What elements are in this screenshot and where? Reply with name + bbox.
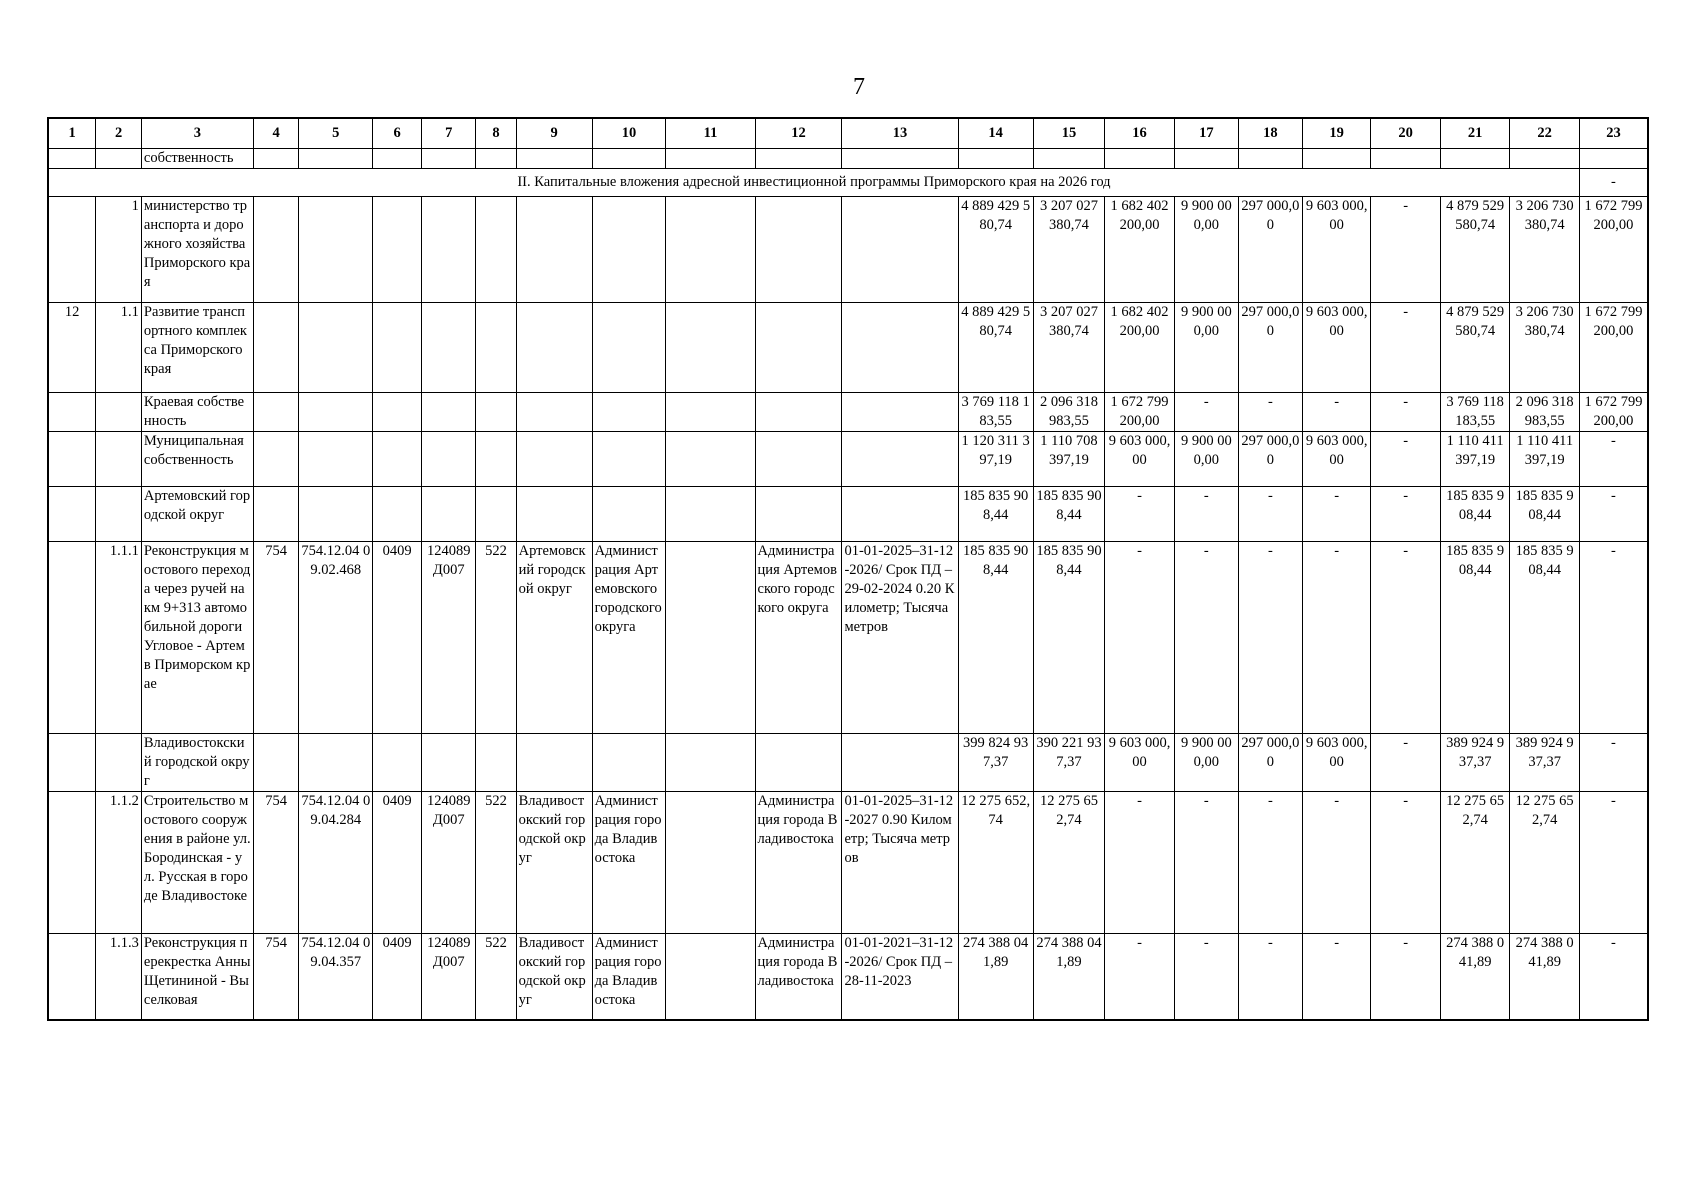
cell-c22: 185 835 908,44	[1510, 487, 1580, 542]
cell-c16: -	[1105, 792, 1175, 934]
section-c23: -	[1579, 169, 1648, 197]
cell-c10: Администрация Артемовского городского округа	[592, 542, 666, 734]
cell-c12	[755, 303, 842, 393]
cell-c2	[96, 734, 142, 792]
cell-c4	[253, 393, 299, 432]
cell-c17: 9 900 000,00	[1174, 197, 1238, 303]
cell-c23: 1 672 799 200,00	[1579, 303, 1648, 393]
cell-c22: 1 110 411 397,19	[1510, 432, 1580, 487]
cell-c11	[666, 197, 755, 303]
cell-c19: 9 603 000,00	[1302, 197, 1370, 303]
cell-c22: 274 388 041,89	[1510, 934, 1580, 1020]
cell-c10: Администрация города Владивостока	[592, 934, 666, 1020]
table-row	[48, 197, 1648, 303]
table-body	[48, 118, 1648, 1020]
cell-c20: -	[1371, 303, 1441, 393]
cell-c19: 9 603 000,00	[1302, 432, 1370, 487]
cell-c16: 1 682 402 200,00	[1105, 303, 1175, 393]
cell-c18: -	[1238, 487, 1302, 542]
cell-c4	[253, 487, 299, 542]
cell-c14: 1 120 311 397,19	[958, 432, 1033, 487]
column-header-19: 19	[1302, 118, 1370, 149]
cell-c18: 297 000,00	[1238, 734, 1302, 792]
column-header-9: 9	[516, 118, 592, 149]
cell-c8	[476, 432, 516, 487]
cell-c2	[96, 432, 142, 487]
cell-c6	[373, 432, 422, 487]
column-header-1: 1	[48, 118, 96, 149]
cell-c8	[476, 487, 516, 542]
cell-c23: 1 672 799 200,00	[1579, 393, 1648, 432]
cell-c15: 185 835 908,44	[1033, 487, 1105, 542]
cell-c19: -	[1302, 487, 1370, 542]
cell-c5: 754.12.04 09.04.284	[299, 792, 373, 934]
cell-c13	[842, 393, 958, 432]
cell-c6: 0409	[373, 934, 422, 1020]
cell-c15: 1 110 708 397,19	[1033, 432, 1105, 487]
cell-c23: 1 672 799 200,00	[1579, 197, 1648, 303]
cell-c14: 185 835 908,44	[958, 487, 1033, 542]
cell-c21: 1 110 411 397,19	[1440, 432, 1510, 487]
cell-c19: 9 603 000,00	[1302, 303, 1370, 393]
cell-c16: 9 603 000,00	[1105, 734, 1175, 792]
cell-c1	[48, 197, 96, 303]
cell-c8	[476, 393, 516, 432]
cell-c21: 3 769 118 183,55	[1440, 393, 1510, 432]
investment-program-table	[47, 117, 1649, 1021]
cell-c10	[592, 303, 666, 393]
cell-c22: 3 206 730 380,74	[1510, 197, 1580, 303]
cell-c3: Развитие транспортного комплекса Приморского края	[141, 303, 253, 393]
cell-c8	[476, 734, 516, 792]
table-row-continuation	[48, 149, 1648, 169]
table-row	[48, 792, 1648, 934]
cell-c14: 274 388 041,89	[958, 934, 1033, 1020]
cell-c8	[476, 303, 516, 393]
column-header-12: 12	[755, 118, 842, 149]
cell-c17: 9 900 000,00	[1174, 303, 1238, 393]
cell-c13: 01-01-2025–31-12-2026/ Срок ПД – 29-02-2024 0.20 Километр; Тысяча метров	[842, 542, 958, 734]
cell-c17: -	[1174, 542, 1238, 734]
cell-c21: 389 924 937,37	[1440, 734, 1510, 792]
cell-c21: 4 879 529 580,74	[1440, 197, 1510, 303]
cell-c11	[666, 542, 755, 734]
cell-c12: Администрация города Владивостока	[755, 934, 842, 1020]
cell-c9	[516, 393, 592, 432]
cell-c15: 12 275 652,74	[1033, 792, 1105, 934]
cell-c5: 754.12.04 09.02.468	[299, 542, 373, 734]
cell-c13	[842, 734, 958, 792]
cell-c18: 297 000,00	[1238, 197, 1302, 303]
table-row	[48, 734, 1648, 792]
cell-c6	[373, 197, 422, 303]
column-header-15: 15	[1033, 118, 1105, 149]
cell-c5	[299, 432, 373, 487]
cell-c14: 4 889 429 580,74	[958, 303, 1033, 393]
cell-c3: Артемовский городской округ	[141, 487, 253, 542]
cell-c7	[422, 734, 476, 792]
cell-c3: Владивостокский городской округ	[141, 734, 253, 792]
cell-c10: Администрация города Владивостока	[592, 792, 666, 934]
cell-c22: 185 835 908,44	[1510, 542, 1580, 734]
column-header-20: 20	[1371, 118, 1441, 149]
cell-c15: 3 207 027 380,74	[1033, 303, 1105, 393]
cell-c3: Краевая собственность	[141, 393, 253, 432]
cell-c11	[666, 303, 755, 393]
cell-c7	[422, 393, 476, 432]
cell-c3: Строительство мостового сооружения в районе ул. Бородинская - ул. Русская в городе Владивостоке	[141, 792, 253, 934]
cell-c20: -	[1371, 197, 1441, 303]
cell-c6	[373, 487, 422, 542]
cell-c4	[253, 432, 299, 487]
cell-c18: 297 000,00	[1238, 432, 1302, 487]
cell-c10	[592, 487, 666, 542]
cell-c1	[48, 934, 96, 1020]
cell-c15: 390 221 937,37	[1033, 734, 1105, 792]
cell-c23: -	[1579, 432, 1648, 487]
cell-c15: 2 096 318 983,55	[1033, 393, 1105, 432]
table-row	[48, 934, 1648, 1020]
column-header-3: 3	[141, 118, 253, 149]
cell-c7	[422, 303, 476, 393]
cell-c20: -	[1371, 734, 1441, 792]
table-row	[48, 542, 1648, 734]
cell-c6	[373, 393, 422, 432]
cell-c2: 1.1.3	[96, 934, 142, 1020]
table-row	[48, 303, 1648, 393]
cell-c10	[592, 432, 666, 487]
cell-c16: 1 672 799 200,00	[1105, 393, 1175, 432]
cell-c12: Администрация города Владивостока	[755, 792, 842, 934]
cell-c4: 754	[253, 542, 299, 734]
cell-c19: -	[1302, 792, 1370, 934]
cell-c16: 9 603 000,00	[1105, 432, 1175, 487]
cell-c15: 3 207 027 380,74	[1033, 197, 1105, 303]
cell-c1: 12	[48, 303, 96, 393]
cell-c9	[516, 197, 592, 303]
cell-c6: 0409	[373, 542, 422, 734]
cell-c11	[666, 432, 755, 487]
cell-c4: 754	[253, 792, 299, 934]
cell-c7: 124089 Д007	[422, 934, 476, 1020]
cell-c12	[755, 432, 842, 487]
column-header-14: 14	[958, 118, 1033, 149]
cell-c2: 1	[96, 197, 142, 303]
cell-c1	[48, 432, 96, 487]
cell-c22: 12 275 652,74	[1510, 792, 1580, 934]
column-header-4: 4	[253, 118, 299, 149]
cell-c18: -	[1238, 792, 1302, 934]
cell-c10	[592, 197, 666, 303]
cell-c12: Администрация Артемовского городского округа	[755, 542, 842, 734]
cell-c6: 0409	[373, 792, 422, 934]
cell-c7	[422, 197, 476, 303]
cell-c5: 754.12.04 09.04.357	[299, 934, 373, 1020]
cell-c20: -	[1371, 487, 1441, 542]
cell-c17: -	[1174, 393, 1238, 432]
cell-c18: 297 000,00	[1238, 303, 1302, 393]
cell-c15: 274 388 041,89	[1033, 934, 1105, 1020]
cell-c10	[592, 734, 666, 792]
column-header-22: 22	[1510, 118, 1580, 149]
cell-c21: 12 275 652,74	[1440, 792, 1510, 934]
cell-c23: -	[1579, 542, 1648, 734]
cell-c17: 9 900 000,00	[1174, 432, 1238, 487]
cell-c19: -	[1302, 393, 1370, 432]
cell-c16: 1 682 402 200,00	[1105, 197, 1175, 303]
cell-c2	[96, 393, 142, 432]
cell-c13	[842, 303, 958, 393]
cell-c9	[516, 487, 592, 542]
cell-c3: Реконструкция мостового перехода через ручей на км 9+313 автомобильной дороги Угловое - Артем в Приморском крае	[141, 542, 253, 734]
cell-c8: 522	[476, 934, 516, 1020]
cell-c13	[842, 487, 958, 542]
cell-c13	[842, 197, 958, 303]
cell-c11	[666, 487, 755, 542]
cell-c15: 185 835 908,44	[1033, 542, 1105, 734]
cell-c1	[48, 542, 96, 734]
cell-c3: Реконструкция перекрестка Анны Щетининой - Выселковая	[141, 934, 253, 1020]
cell-c7: 124089 Д007	[422, 542, 476, 734]
cell-c5	[299, 393, 373, 432]
cell-c12	[755, 734, 842, 792]
cell-c11	[666, 792, 755, 934]
cell-c14: 399 824 937,37	[958, 734, 1033, 792]
cell-c19: -	[1302, 542, 1370, 734]
cell-c18: -	[1238, 393, 1302, 432]
cell-c7: 124089 Д007	[422, 792, 476, 934]
cell-c22: 389 924 937,37	[1510, 734, 1580, 792]
cell-c13: 01-01-2021–31-12-2026/ Срок ПД – 28-11-2023	[842, 934, 958, 1020]
cell-c17: -	[1174, 792, 1238, 934]
cell-c17: -	[1174, 487, 1238, 542]
cell-c12	[755, 393, 842, 432]
cell-c5	[299, 734, 373, 792]
column-header-17: 17	[1174, 118, 1238, 149]
cell-c20: -	[1371, 934, 1441, 1020]
cell-c18: -	[1238, 542, 1302, 734]
column-header-8: 8	[476, 118, 516, 149]
cell-c1	[48, 149, 96, 169]
cell-c3: министерство транспорта и дорожного хозяйства Приморского края	[141, 197, 253, 303]
column-header-10: 10	[592, 118, 666, 149]
table-row	[48, 393, 1648, 432]
cell-c10	[592, 393, 666, 432]
cell-c16: -	[1105, 934, 1175, 1020]
cell-c14: 12 275 652,74	[958, 792, 1033, 934]
cell-c21: 185 835 908,44	[1440, 542, 1510, 734]
table-row	[48, 487, 1648, 542]
cell-c13	[842, 432, 958, 487]
cell-c2: 1.1.2	[96, 792, 142, 934]
cell-c6	[373, 303, 422, 393]
cell-c9	[516, 734, 592, 792]
cell-c1	[48, 487, 96, 542]
cell-c4	[253, 197, 299, 303]
section-title: II. Капитальные вложения адресной инвестиционной программы Приморского края на 2026 год	[48, 169, 1579, 197]
cell-c9: Владивостокский городской округ	[516, 792, 592, 934]
cell-c8: 522	[476, 792, 516, 934]
cell-c20: -	[1371, 792, 1441, 934]
cell-c22: 2 096 318 983,55	[1510, 393, 1580, 432]
cell-c7	[422, 432, 476, 487]
section-heading-row	[48, 169, 1648, 197]
cell-c11	[666, 393, 755, 432]
cell-c4	[253, 303, 299, 393]
cell-c5	[299, 197, 373, 303]
column-header-13: 13	[842, 118, 958, 149]
cell-c11	[666, 734, 755, 792]
cell-c5	[299, 303, 373, 393]
cell-c16: -	[1105, 542, 1175, 734]
cell-c9: Артемовский городской округ	[516, 542, 592, 734]
column-header-2: 2	[96, 118, 142, 149]
cell-c16: -	[1105, 487, 1175, 542]
cell-c23: -	[1579, 792, 1648, 934]
cell-c12	[755, 487, 842, 542]
cell-c1	[48, 393, 96, 432]
column-header-18: 18	[1238, 118, 1302, 149]
cell-c20: -	[1371, 542, 1441, 734]
cell-c9	[516, 303, 592, 393]
cell-c8	[476, 197, 516, 303]
cell-c1	[48, 792, 96, 934]
cell-c12	[755, 197, 842, 303]
cell-c6	[373, 734, 422, 792]
cell-c7	[422, 487, 476, 542]
cell-c18: -	[1238, 934, 1302, 1020]
cell-c23: -	[1579, 934, 1648, 1020]
page-number: 7	[853, 74, 865, 100]
cell-c23: -	[1579, 734, 1648, 792]
header-row	[48, 118, 1648, 149]
cell-c2	[96, 487, 142, 542]
column-header-21: 21	[1440, 118, 1510, 149]
cell-c22: 3 206 730 380,74	[1510, 303, 1580, 393]
cell-c21: 185 835 908,44	[1440, 487, 1510, 542]
cell-c13: 01-01-2025–31-12-2027 0.90 Километр; Тысяча метров	[842, 792, 958, 934]
column-header-23: 23	[1579, 118, 1648, 149]
table-row	[48, 432, 1648, 487]
cell-c14: 3 769 118 183,55	[958, 393, 1033, 432]
cell-c19: -	[1302, 934, 1370, 1020]
column-header-5: 5	[299, 118, 373, 149]
cell-c21: 274 388 041,89	[1440, 934, 1510, 1020]
cell-c14: 185 835 908,44	[958, 542, 1033, 734]
cell-c17: 9 900 000,00	[1174, 734, 1238, 792]
cell-c4	[253, 734, 299, 792]
cell-c4: 754	[253, 934, 299, 1020]
cell-c21: 4 879 529 580,74	[1440, 303, 1510, 393]
cell-c20: -	[1371, 432, 1441, 487]
cell-c5	[299, 487, 373, 542]
cell-c3: Муниципальная собственность	[141, 432, 253, 487]
cell-c14: 4 889 429 580,74	[958, 197, 1033, 303]
column-header-7: 7	[422, 118, 476, 149]
cell-c2	[96, 149, 142, 169]
cell-c9	[516, 432, 592, 487]
cell-c11	[666, 934, 755, 1020]
cell-c9: Владивостокский городской округ	[516, 934, 592, 1020]
cell-c23: -	[1579, 487, 1648, 542]
column-header-11: 11	[666, 118, 755, 149]
column-header-16: 16	[1105, 118, 1175, 149]
cell-c8: 522	[476, 542, 516, 734]
cell-c2: 1.1	[96, 303, 142, 393]
cell-c17: -	[1174, 934, 1238, 1020]
cell-c19: 9 603 000,00	[1302, 734, 1370, 792]
column-header-6: 6	[373, 118, 422, 149]
cell-c3: собственность	[141, 149, 253, 169]
cell-c2: 1.1.1	[96, 542, 142, 734]
cell-c20: -	[1371, 393, 1441, 432]
cell-c1	[48, 734, 96, 792]
